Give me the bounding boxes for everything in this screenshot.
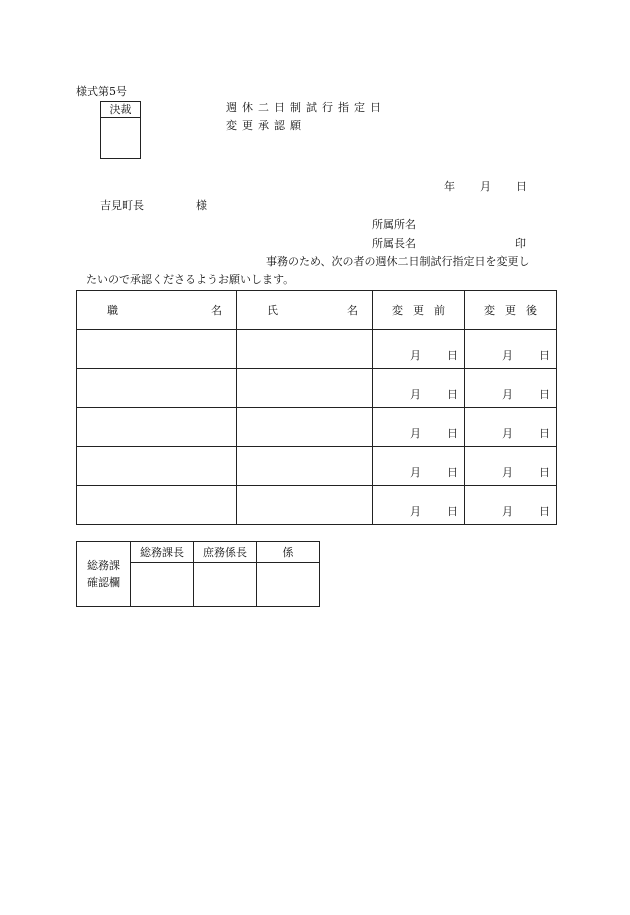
date-month-label: 月	[480, 180, 491, 193]
after-date-cell[interactable]	[465, 369, 557, 408]
after-day-label: 日	[539, 505, 550, 518]
header-name-b: 名	[347, 304, 358, 317]
request-text-line2: たいので承認くださるようお願いします。	[86, 273, 295, 286]
after-month-label: 月	[502, 388, 513, 401]
addressee-name: 吉見町長	[100, 199, 144, 212]
table-header-row	[77, 291, 557, 330]
table-row	[77, 408, 557, 447]
confirm-col-section-chief: 総務課長	[131, 542, 194, 563]
before-month-label: 月	[410, 349, 421, 362]
name-cell[interactable]	[237, 486, 373, 525]
after-date-cell[interactable]	[465, 486, 557, 525]
name-cell[interactable]	[237, 408, 373, 447]
after-day-label: 日	[539, 427, 550, 440]
before-day-label: 日	[447, 427, 458, 440]
confirm-col-general-affairs-chief: 庶務係長	[194, 542, 257, 563]
after-date-cell[interactable]	[465, 330, 557, 369]
before-day-label: 日	[447, 349, 458, 362]
stamp-cell-general-affairs-chief[interactable]	[194, 563, 257, 607]
form-number: 様式第5号	[76, 85, 127, 98]
applicant-dept-label: 所属所名	[372, 218, 416, 231]
name-cell[interactable]	[237, 369, 373, 408]
before-date-cell[interactable]	[373, 369, 465, 408]
before-date-cell[interactable]	[373, 408, 465, 447]
request-text-line1: 事務のため、次の者の週休二日制試行指定日を変更し	[266, 255, 530, 268]
header-after-label: 変更後	[484, 304, 547, 317]
stamp-cell-section-chief[interactable]	[131, 563, 194, 607]
approval-stamp-label: 決裁	[101, 102, 140, 118]
header-job-title	[77, 291, 237, 330]
confirmation-header-row	[77, 542, 320, 563]
before-date-cell[interactable]	[373, 330, 465, 369]
before-month-label: 月	[410, 427, 421, 440]
header-before-label: 変更前	[392, 304, 455, 317]
after-month-label: 月	[502, 427, 513, 440]
before-month-label: 月	[410, 466, 421, 479]
name-cell[interactable]	[237, 447, 373, 486]
form-title-line2: 変更承認願	[226, 119, 306, 132]
header-job-title-a: 職	[107, 304, 118, 317]
before-day-label: 日	[447, 466, 458, 479]
table-row	[77, 330, 557, 369]
confirmation-label-line1: 総務課	[87, 559, 120, 572]
table-row	[77, 369, 557, 408]
after-day-label: 日	[539, 466, 550, 479]
confirm-col-staff: 係	[257, 542, 320, 563]
confirmation-table	[76, 541, 320, 607]
before-day-label: 日	[447, 388, 458, 401]
header-before	[373, 291, 465, 330]
date-year-label: 年	[444, 180, 455, 193]
header-name-a: 氏	[267, 304, 278, 317]
change-request-table	[76, 290, 557, 525]
after-day-label: 日	[539, 349, 550, 362]
header-name	[237, 291, 373, 330]
addressee-honorific: 様	[196, 199, 207, 212]
after-month-label: 月	[502, 505, 513, 518]
table-row	[77, 486, 557, 525]
job-title-cell[interactable]	[77, 330, 237, 369]
after-date-cell[interactable]	[465, 408, 557, 447]
before-month-label: 月	[410, 505, 421, 518]
seal-mark: 印	[515, 237, 526, 250]
confirmation-label-line2: 確認欄	[87, 576, 120, 589]
before-day-label: 日	[447, 505, 458, 518]
after-month-label: 月	[502, 466, 513, 479]
job-title-cell[interactable]	[77, 369, 237, 408]
before-month-label: 月	[410, 388, 421, 401]
after-date-cell[interactable]	[465, 447, 557, 486]
applicant-head-label: 所属長名	[372, 237, 416, 250]
confirmation-label-cell	[77, 542, 131, 607]
form-title-line1: 週休二日制試行指定日	[226, 101, 386, 114]
header-after	[465, 291, 557, 330]
job-title-cell[interactable]	[77, 486, 237, 525]
after-month-label: 月	[502, 349, 513, 362]
table-row	[77, 447, 557, 486]
after-day-label: 日	[539, 388, 550, 401]
date-day-label: 日	[516, 180, 527, 193]
header-job-title-b: 名	[211, 304, 222, 317]
name-cell[interactable]	[237, 330, 373, 369]
job-title-cell[interactable]	[77, 447, 237, 486]
before-date-cell[interactable]	[373, 486, 465, 525]
before-date-cell[interactable]	[373, 447, 465, 486]
stamp-cell-staff[interactable]	[257, 563, 320, 607]
job-title-cell[interactable]	[77, 408, 237, 447]
approval-stamp-box	[100, 101, 141, 159]
